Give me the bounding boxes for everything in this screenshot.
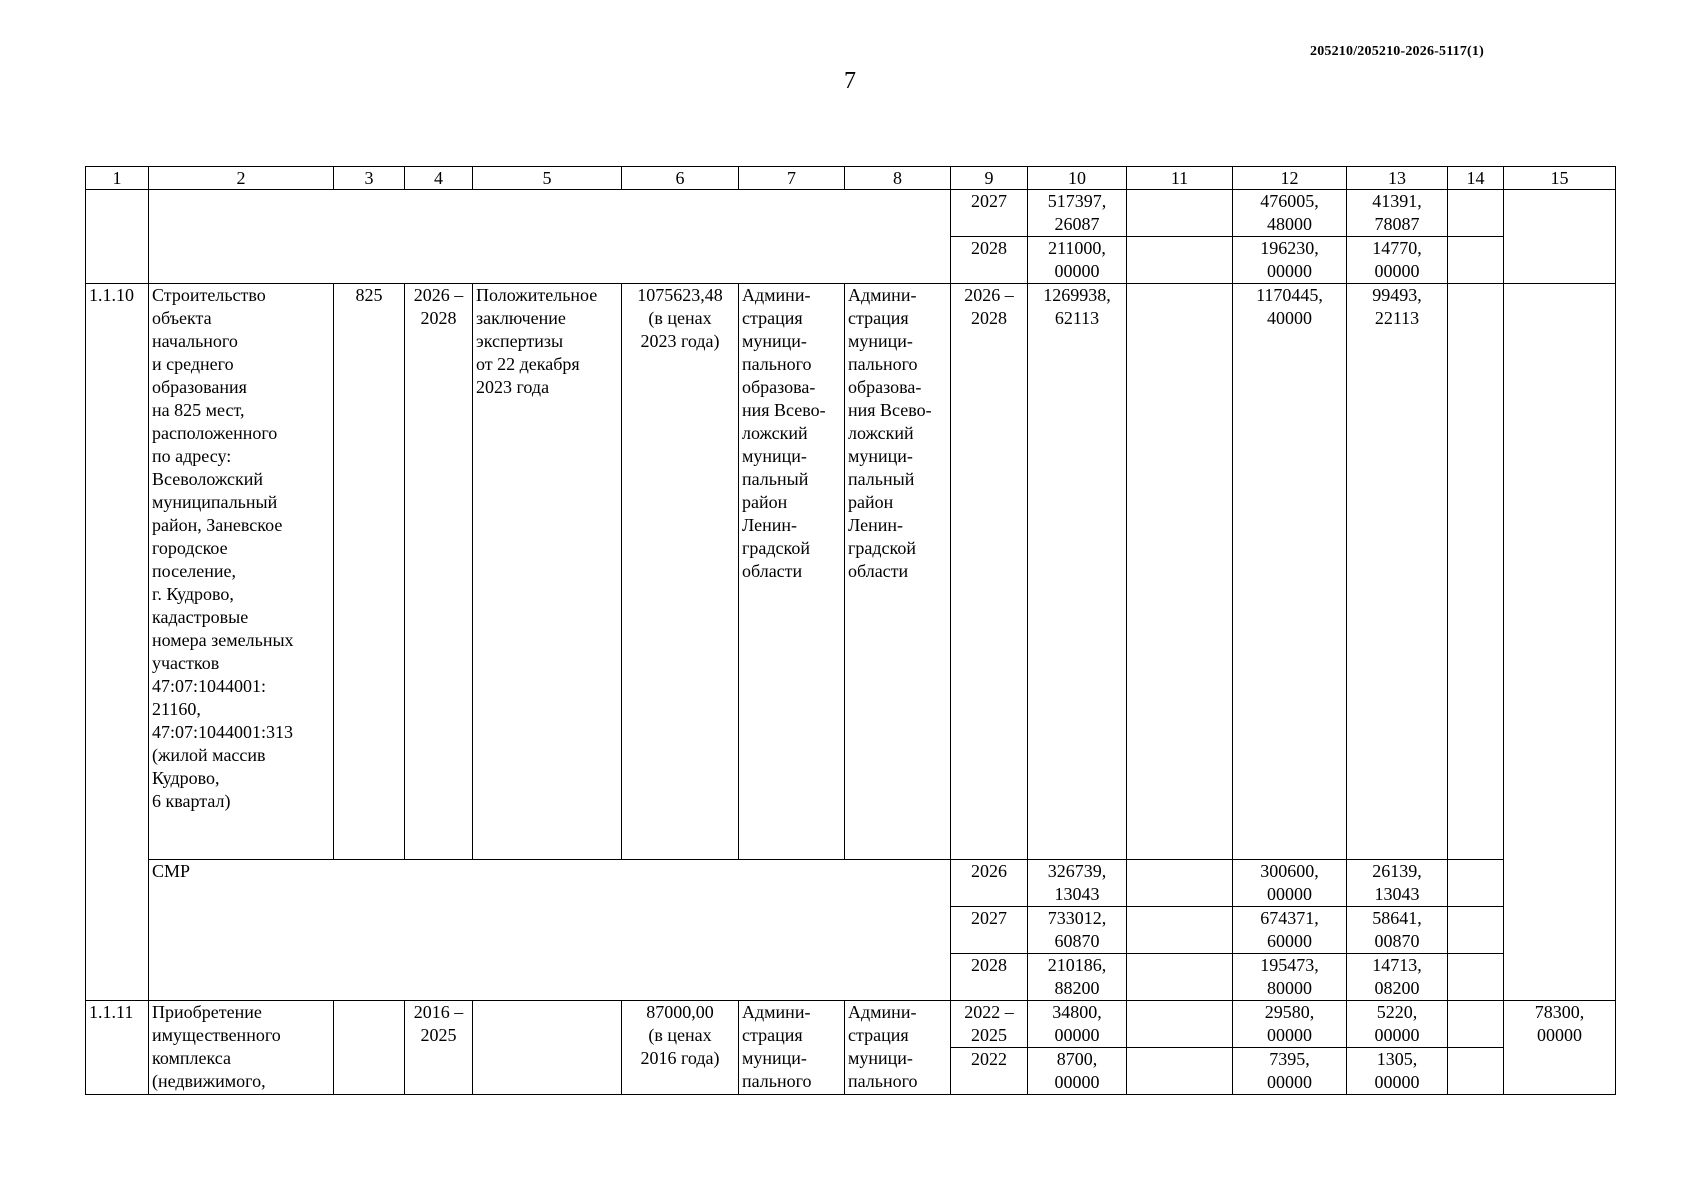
table-row xyxy=(86,1001,1616,1048)
period-cell: 2026 – 2028 xyxy=(405,284,473,860)
expertise-cell: Положительное заключение экспертизы от 22 декабря 2023 года xyxy=(473,284,622,860)
year-cell: 2027 xyxy=(951,907,1028,954)
other-cell xyxy=(1448,190,1504,237)
other-cell xyxy=(1448,237,1504,284)
capacity-cell xyxy=(334,1001,405,1095)
developer-cell: Админи- страция муници- пального образова- ния Всево- ложский муници- пальный район Ленин- градской области xyxy=(845,284,951,860)
expertise-cell xyxy=(473,1001,622,1095)
year-cell: 2028 xyxy=(951,237,1028,284)
header-cell: 15 xyxy=(1504,167,1616,190)
c15-cell: 78300, 00000 xyxy=(1504,1001,1616,1095)
header-cell: 12 xyxy=(1233,167,1347,190)
total-cell: 733012, 60870 xyxy=(1028,907,1127,954)
other-cell xyxy=(1448,954,1504,1001)
local-cell: 99493, 22113 xyxy=(1347,284,1448,860)
document-id: 205210/205210-2026-5117(1) xyxy=(1310,44,1484,59)
c15-cell xyxy=(1504,284,1616,1001)
item-number-cell: 1.1.11 xyxy=(86,1001,149,1095)
developer-cell: Админи- страция муници- пального xyxy=(845,1001,951,1095)
local-cell: 5220, 00000 xyxy=(1347,1001,1448,1048)
federal-cell xyxy=(1127,954,1233,1001)
federal-cell xyxy=(1127,907,1233,954)
regional-cell: 476005, 48000 xyxy=(1233,190,1347,237)
page-number: 7 xyxy=(844,68,856,94)
local-cell: 41391, 78087 xyxy=(1347,190,1448,237)
cont-c15-cell xyxy=(1504,190,1616,284)
regional-cell: 29580, 00000 xyxy=(1233,1001,1347,1048)
other-cell xyxy=(1448,907,1504,954)
cont-num-cell xyxy=(86,190,149,284)
regional-cell: 196230, 00000 xyxy=(1233,237,1347,284)
customer-cell: Админи- страция муници- пального образова- ния Всево- ложский муници- пальный район Ленин- градской области xyxy=(739,284,845,860)
table-row xyxy=(86,190,1616,237)
total-cell: 211000, 00000 xyxy=(1028,237,1127,284)
year-cell: 2026 xyxy=(951,860,1028,907)
header-cell: 13 xyxy=(1347,167,1448,190)
federal-cell xyxy=(1127,1001,1233,1048)
header-cell: 2 xyxy=(149,167,334,190)
data-table xyxy=(85,166,1616,1095)
other-cell xyxy=(1448,284,1504,860)
total-cell: 34800, 00000 xyxy=(1028,1001,1127,1048)
local-cell: 58641, 00870 xyxy=(1347,907,1448,954)
capacity-cell: 825 xyxy=(334,284,405,860)
year-cell: 2022 xyxy=(951,1048,1028,1095)
total-cell: 326739, 13043 xyxy=(1028,860,1127,907)
estimate-cell: 87000,00 (в ценах 2016 года) xyxy=(622,1001,739,1095)
total-cell: 1269938, 62113 xyxy=(1028,284,1127,860)
estimate-cell: 1075623,48 (в ценах 2023 года) xyxy=(622,284,739,860)
header-cell: 7 xyxy=(739,167,845,190)
federal-cell xyxy=(1127,1048,1233,1095)
header-cell: 5 xyxy=(473,167,622,190)
header-cell: 10 xyxy=(1028,167,1127,190)
other-cell xyxy=(1448,1001,1504,1048)
period-cell: 2016 – 2025 xyxy=(405,1001,473,1095)
table-row xyxy=(86,284,1616,860)
regional-cell: 7395, 00000 xyxy=(1233,1048,1347,1095)
table-row xyxy=(86,860,1616,907)
customer-cell: Админи- страция муници- пального xyxy=(739,1001,845,1095)
header-cell: 4 xyxy=(405,167,473,190)
regional-cell: 674371, 60000 xyxy=(1233,907,1347,954)
year-cell: 2026 – 2028 xyxy=(951,284,1028,860)
year-cell: 2022 – 2025 xyxy=(951,1001,1028,1048)
local-cell: 14770, 00000 xyxy=(1347,237,1448,284)
year-cell: 2028 xyxy=(951,954,1028,1001)
total-cell: 8700, 00000 xyxy=(1028,1048,1127,1095)
local-cell: 1305, 00000 xyxy=(1347,1048,1448,1095)
header-cell: 1 xyxy=(86,167,149,190)
federal-cell xyxy=(1127,284,1233,860)
header-row xyxy=(86,167,1616,190)
header-cell: 8 xyxy=(845,167,951,190)
federal-cell xyxy=(1127,860,1233,907)
other-cell xyxy=(1448,860,1504,907)
federal-cell xyxy=(1127,237,1233,284)
item-name-cell: Строительство объекта начального и среднего образования на 825 мест, расположенного по адресу: Всеволожский муниципальный район, Заневское городское поселение, г. Кудрово, кадастровые номера земельных участков 47:07:1044001: 21160, 47:07:1044001:313 (жилой массив Кудрово, 6 квартал) xyxy=(149,284,334,860)
header-cell: 14 xyxy=(1448,167,1504,190)
smr-label-cell: СМР xyxy=(149,860,951,1001)
total-cell: 517397, 26087 xyxy=(1028,190,1127,237)
header-cell: 11 xyxy=(1127,167,1233,190)
regional-cell: 195473, 80000 xyxy=(1233,954,1347,1001)
cont-desc-cell xyxy=(149,190,951,284)
federal-cell xyxy=(1127,190,1233,237)
total-cell: 210186, 88200 xyxy=(1028,954,1127,1001)
local-cell: 26139, 13043 xyxy=(1347,860,1448,907)
header-cell: 9 xyxy=(951,167,1028,190)
header-cell: 3 xyxy=(334,167,405,190)
local-cell: 14713, 08200 xyxy=(1347,954,1448,1001)
item-name-cell: Приобретение имущественного комплекса (недвижимого, xyxy=(149,1001,334,1095)
header-cell: 6 xyxy=(622,167,739,190)
regional-cell: 300600, 00000 xyxy=(1233,860,1347,907)
other-cell xyxy=(1448,1048,1504,1095)
year-cell: 2027 xyxy=(951,190,1028,237)
item-number-cell: 1.1.10 xyxy=(86,284,149,1001)
regional-cell: 1170445, 40000 xyxy=(1233,284,1347,860)
